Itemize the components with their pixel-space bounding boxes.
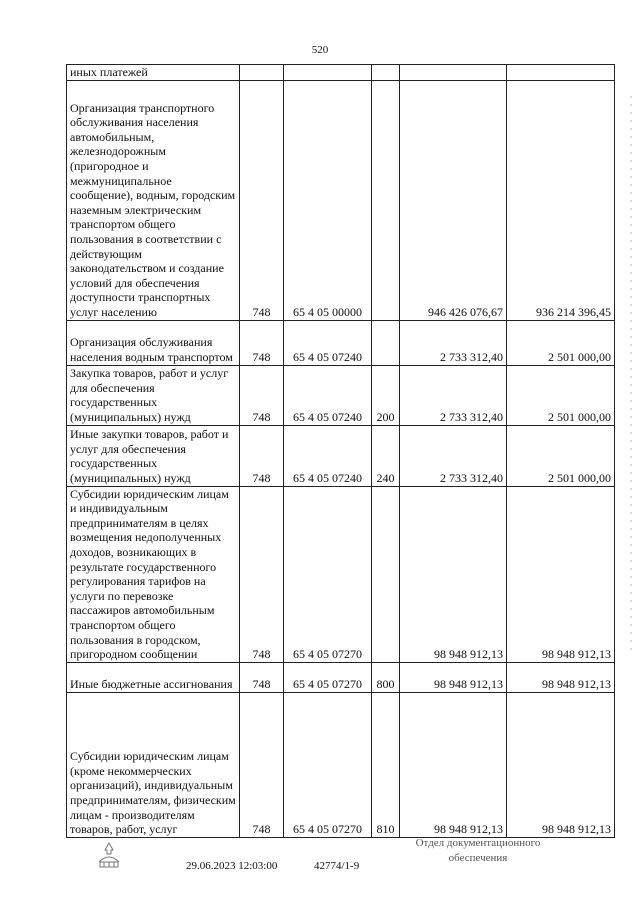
row-name: Субсидии юридическим лицам (кроме некоммерческих организаций), индивидуальным предпринимателям, физическим лицам - производителям товаров, работ, услуг bbox=[67, 692, 240, 837]
row-name: Иные бюджетные ассигнования bbox=[67, 662, 240, 692]
row-sum2: 98 948 912,13 bbox=[507, 486, 615, 662]
row-csr: 65 4 05 07270 bbox=[284, 662, 372, 692]
row-sum1: 2 733 312,40 bbox=[400, 365, 507, 425]
row-sum2: 2 501 000,00 bbox=[507, 425, 615, 486]
row-vr: 240 bbox=[372, 425, 400, 486]
row-csr: 65 4 05 07270 bbox=[284, 486, 372, 662]
table-row bbox=[67, 65, 615, 81]
row-sum2: 2 501 000,00 bbox=[507, 365, 615, 425]
row-name: Организация транспортного обслуживания населения автомобильным, железнодорожным (пригородное и межмуниципальное сообщение), водным, городским наземным электрическим транспортом общего пользования в соответствии с действующим законодательством и создание условий для обеспечения доступности транспортных услуг населению bbox=[67, 80, 240, 320]
row-dept: 748 bbox=[240, 662, 284, 692]
footer-doc-code: 42774/1-9 bbox=[314, 860, 360, 872]
row-sum1: 946 426 076,67 bbox=[400, 80, 507, 320]
row-dept: 748 bbox=[240, 425, 284, 486]
row-vr bbox=[372, 65, 400, 81]
row-csr bbox=[284, 65, 372, 81]
table-row bbox=[67, 662, 615, 692]
row-name: Субсидии юридическим лицам и индивидуальным предпринимателям в целях возмещения недополученных доходов, возникающих в результате государственного регулирования тарифов на услуги по перевозке пассажиров автомобильным транспортом общего пользования в городском, пригородном сообщении bbox=[67, 486, 240, 662]
table-row bbox=[67, 320, 615, 365]
row-dept: 748 bbox=[240, 692, 284, 837]
stamp-line-2: обеспечения bbox=[448, 852, 508, 864]
row-sum2 bbox=[507, 65, 615, 81]
row-csr: 65 4 05 07270 bbox=[284, 692, 372, 837]
row-sum1: 2 733 312,40 bbox=[400, 425, 507, 486]
row-name: Организация обслуживания населения водным транспортом bbox=[67, 320, 240, 365]
footer-datetime: 29.06.2023 12:03:00 bbox=[186, 860, 278, 872]
row-dept: 748 bbox=[240, 365, 284, 425]
row-sum1 bbox=[400, 65, 507, 81]
row-csr: 65 4 05 00000 bbox=[284, 80, 372, 320]
row-vr: 810 bbox=[372, 692, 400, 837]
row-csr: 65 4 05 07240 bbox=[284, 365, 372, 425]
row-sum1: 98 948 912,13 bbox=[400, 692, 507, 837]
row-name: иных платежей bbox=[67, 65, 240, 81]
row-vr bbox=[372, 320, 400, 365]
row-dept: 748 bbox=[240, 320, 284, 365]
row-csr: 65 4 05 07240 bbox=[284, 425, 372, 486]
row-sum1: 98 948 912,13 bbox=[400, 486, 507, 662]
row-name: Закупка товаров, работ и услуг для обеспечения государственных (муниципальных) нужд bbox=[67, 365, 240, 425]
row-sum2: 98 948 912,13 bbox=[507, 662, 615, 692]
row-vr bbox=[372, 486, 400, 662]
row-sum1: 2 733 312,40 bbox=[400, 320, 507, 365]
row-vr: 800 bbox=[372, 662, 400, 692]
department-stamp bbox=[398, 836, 558, 866]
row-sum1: 98 948 912,13 bbox=[400, 662, 507, 692]
row-dept bbox=[240, 65, 284, 81]
page-number: 520 bbox=[311, 44, 329, 56]
budget-table bbox=[66, 64, 615, 838]
table-row bbox=[67, 425, 615, 486]
row-sum2: 2 501 000,00 bbox=[507, 320, 615, 365]
table-row bbox=[67, 80, 615, 320]
stamp-line-1: Отдел документационного bbox=[415, 837, 541, 849]
table-row bbox=[67, 692, 615, 837]
table-row bbox=[67, 365, 615, 425]
row-vr bbox=[372, 80, 400, 320]
row-sum2: 936 214 396,45 bbox=[507, 80, 615, 320]
row-dept: 748 bbox=[240, 486, 284, 662]
scan-margin-marks bbox=[628, 96, 634, 656]
row-vr: 200 bbox=[372, 365, 400, 425]
row-name: Иные закупки товаров, работ и услуг для обеспечения государственных (муниципальных) нужд bbox=[67, 425, 240, 486]
row-csr: 65 4 05 07240 bbox=[284, 320, 372, 365]
emblem-icon bbox=[94, 840, 124, 870]
row-sum2: 98 948 912,13 bbox=[507, 692, 615, 837]
table-row bbox=[67, 486, 615, 662]
row-dept: 748 bbox=[240, 80, 284, 320]
